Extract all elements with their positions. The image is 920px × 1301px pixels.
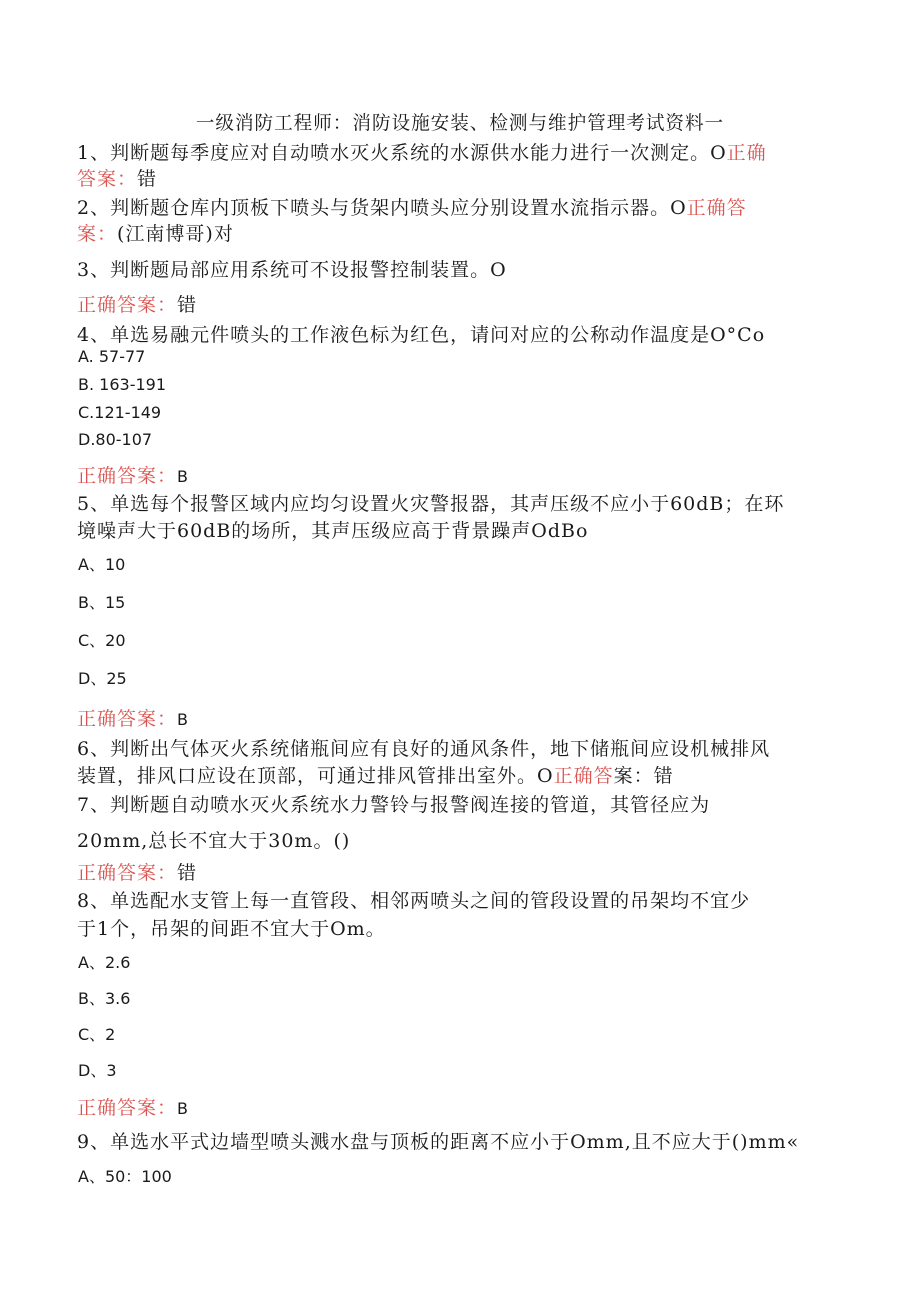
option-a: A. 57-77 xyxy=(78,347,146,366)
question-2-answer: 案：(江南博哥)对 xyxy=(77,223,234,245)
question-6: 6、判断出气体灭火系统储瓶间应有良好的通风条件，地下储瓶间应设机械排风 xyxy=(77,738,771,760)
question-6-line2: 装置，排风口应设在顶部，可通过排风管排出室外。O正确答案：错 xyxy=(77,765,674,787)
option-a: A、10 xyxy=(78,555,126,574)
option-c: C.121-149 xyxy=(78,403,162,422)
question-9: 9、单选水平式边墙型喷头溅水盘与顶板的距离不应小于Omm,且不应大于()mm« xyxy=(77,1131,800,1153)
question-8-answer: 正确答案：B xyxy=(77,1097,189,1119)
question-1-answer: 答案：错 xyxy=(77,168,158,190)
option-a: A、50：100 xyxy=(78,1167,172,1186)
option-b: B、15 xyxy=(78,593,126,612)
question-2: 2、判断题仓库内顶板下喷头与货架内喷头应分别设置水流指示器。O正确答 xyxy=(77,197,747,219)
option-b: B、3.6 xyxy=(78,989,131,1008)
question-7-line2: 20mm,总长不宜大于30m。() xyxy=(77,830,351,852)
option-c: C、2 xyxy=(78,1025,116,1044)
page-title: 一级消防工程师：消防设施安装、检测与维护管理考试资料一 xyxy=(195,112,725,134)
question-5-line2: 境噪声大于60dB的场所，其声压级应高于背景躁声OdBo xyxy=(77,520,589,542)
question-5: 5、单选每个报警区域内应均匀设置火灾警报器，其声压级不应小于60dB；在环 xyxy=(77,493,785,515)
question-3-answer: 正确答案：错 xyxy=(77,294,198,316)
option-b: B. 163-191 xyxy=(78,375,166,394)
option-d: D、25 xyxy=(78,669,127,688)
question-3: 3、判断题局部应用系统可不设报警控制装置。O xyxy=(77,259,507,281)
option-d: D.80-107 xyxy=(78,430,153,449)
option-d: D、3 xyxy=(78,1061,117,1080)
question-8: 8、单选配水支管上每一直管段、相邻两喷头之间的管段设置的吊架均不宜少 xyxy=(77,890,751,912)
question-7: 7、判断题自动喷水灭火系统水力警铃与报警阀连接的管道，其管径应为 xyxy=(77,794,711,816)
question-4-answer: 正确答案：B xyxy=(77,465,189,487)
answer-label: 正确 xyxy=(726,142,767,164)
question-7-answer: 正确答案：错 xyxy=(77,862,198,884)
question-8-line2: 于1个，吊架的间距不宜大于Om。 xyxy=(77,918,386,940)
answer-label: 正确答 xyxy=(686,197,747,219)
option-c: C、20 xyxy=(78,631,126,650)
question-4: 4、单选易融元件喷头的工作液色标为红色，请问对应的公称动作温度是O°Co xyxy=(77,324,766,346)
option-a: A、2.6 xyxy=(78,953,131,972)
question-1: 1、判断题每季度应对自动喷水灭火系统的水源供水能力进行一次测定。O正确 xyxy=(77,142,767,164)
question-5-answer: 正确答案：B xyxy=(77,708,189,730)
